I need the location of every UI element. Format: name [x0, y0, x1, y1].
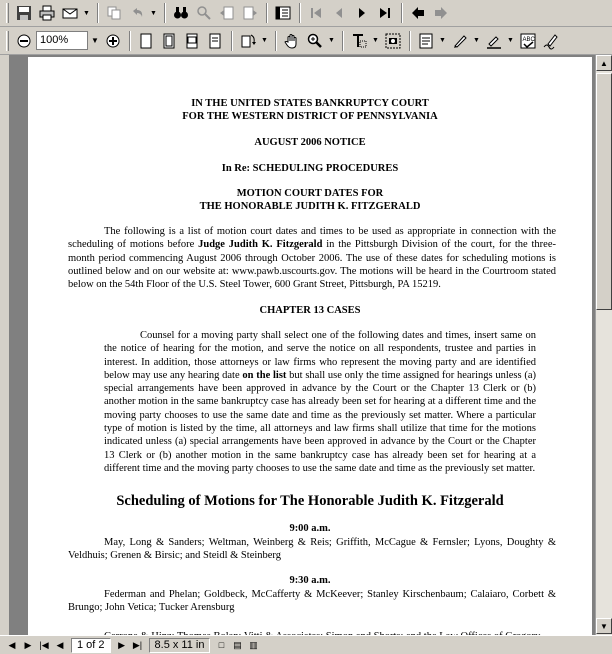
last-page-icon: [377, 5, 393, 21]
last-page-button[interactable]: [374, 2, 396, 24]
toolbar-separator: [342, 31, 344, 51]
navigation-pane-collapsed[interactable]: [0, 55, 10, 635]
highlighter-icon: [486, 33, 502, 49]
previous-view-button[interactable]: [407, 2, 429, 24]
motion-court-title-line2: THE HONORABLE JUDITH K. FITZGERALD: [199, 201, 421, 212]
undo-button[interactable]: [126, 2, 148, 24]
document-page: [28, 57, 592, 647]
spell-check-icon: [520, 33, 536, 49]
scroll-down-arrow-icon: ▼: [600, 621, 608, 631]
page-number-field[interactable]: 1 of 2: [71, 638, 111, 653]
toolbar-separator: [299, 3, 301, 23]
toolbar-separator: [97, 3, 99, 23]
main-toolbar: [0, 0, 612, 27]
fit-width-button[interactable]: [181, 30, 203, 52]
intro-text-end: in the Pittsburgh Division of the court, for the three-month period commencing August 2006 through October 2006. The use of these dates for scheduling motions is outlined below and on our website at: www.pawb.uscourts.gov. The motions will be heard in the Courtroom stated below on the 54th Floor of the U.S. Steel Tower, 600 Grant Street, Pittsburgh, PA 15219.: [68, 239, 556, 291]
counsel-text-end: but shall use only the time assigned for hearings unless (a) special arrangements have been approved in advance by the Court or the Chapter 13 Clerk or (b) another motion in the same bankruptcy case has already been set for hearing at a different time and the moving party chooses to use the same date and time as the previously set matter. Where a particular type of motion is listed by the time, all attorneys and law firms shall utilize that time for the motions indicated unless (a) special arrangements have been approved in advance by the Court or the Chapter 13 Clerk or (b) another motion in the same bankruptcy case has already been set for hearing at a different time and the moving party chooses to use the same date and time as the previously set matter.: [104, 369, 536, 474]
highlight-tool-button[interactable]: [483, 30, 505, 52]
toolbar-grip[interactable]: [6, 31, 9, 51]
facing-layout-button[interactable]: [245, 638, 261, 653]
replace-button[interactable]: [193, 2, 215, 24]
rotate-dropdown[interactable]: ▼: [261, 37, 268, 44]
forward-arrow-icon: [433, 5, 449, 21]
status-bar: [0, 635, 612, 654]
save-icon: [16, 5, 32, 21]
svg-text:ABC: ABC: [522, 36, 535, 43]
sign-pen-icon: [543, 33, 559, 49]
find-button[interactable]: [170, 2, 192, 24]
copy-button[interactable]: [103, 2, 125, 24]
zoom-out-icon: [16, 33, 32, 49]
status-first-page-button[interactable]: [36, 638, 52, 653]
magnifier-icon: [307, 33, 323, 49]
scroll-left-arrow-icon: ◀: [8, 639, 16, 650]
first-page-button[interactable]: [305, 2, 327, 24]
scroll-up-arrow-icon: ▲: [600, 58, 608, 68]
rotate-view-button[interactable]: [237, 30, 259, 52]
binoculars-icon: [173, 5, 189, 21]
court-name-line1: IN THE UNITED STATES BANKRUPTCY COURT: [191, 98, 429, 109]
zoom-level-input[interactable]: 100%: [36, 31, 88, 50]
pencil-icon: [452, 33, 468, 49]
counsel-text-start: Counsel for a moving party shall select one of the following dates and times, insert same on the notice of hearing for the motion, and serve the notice on all respondents, trustee and parties in interest. In addition, those attorneys or law firms who represent the moving party and are identified below may use any hearing date: [104, 330, 536, 381]
toolbar-grip[interactable]: [6, 3, 9, 23]
text-select-tool-button[interactable]: [348, 30, 370, 52]
previous-document-button[interactable]: [216, 2, 238, 24]
bookmarks-panel-icon: [275, 5, 291, 21]
fit-page-icon: [161, 33, 177, 49]
scroll-up-button[interactable]: [596, 55, 612, 71]
zoom-in-icon: [105, 33, 121, 49]
save-button[interactable]: [13, 2, 35, 24]
fit-width-icon: [184, 33, 200, 49]
toolbar-separator: [266, 3, 268, 23]
fit-visible-icon: [207, 33, 223, 49]
counsel-bold-phrase: on the list: [242, 369, 287, 381]
prev-page-small-icon: ◀: [56, 639, 64, 650]
next-page-button[interactable]: [351, 2, 373, 24]
rotate-page-icon: [240, 33, 256, 49]
status-last-page-button[interactable]: [130, 638, 146, 653]
firms-0930: Federman and Phelan; Goldbeck, McCafferty & McKeever; Stanley Kirschenbaum; Calaiaro, Corbett & Brungo; John Vetica; Tucker Arensburg: [68, 589, 556, 614]
spell-check-button[interactable]: [517, 30, 539, 52]
motion-court-title-line1: MOTION COURT DATES FOR: [236, 188, 384, 199]
time-slot-0900: 9:00 a.m.: [289, 523, 331, 534]
toolbar-separator: [231, 31, 233, 51]
first-page-small-icon: |◀: [39, 639, 49, 650]
email-dropdown[interactable]: ▼: [83, 9, 90, 17]
sign-tool-button[interactable]: [540, 30, 562, 52]
next-view-button[interactable]: [430, 2, 452, 24]
printer-icon: [39, 5, 55, 21]
undo-dropdown[interactable]: ▼: [150, 9, 157, 17]
actual-size-icon: [138, 33, 154, 49]
zoom-dropdown[interactable]: ▼: [91, 36, 99, 45]
note-tool-button[interactable]: [415, 30, 437, 52]
email-icon: [62, 5, 78, 21]
counsel-paragraph: [104, 329, 536, 475]
snapshot-tool-button[interactable]: [382, 30, 404, 52]
status-next-page-button[interactable]: [114, 638, 130, 653]
intro-judge-name: Judge Judith K. Fitzgerald: [198, 239, 323, 251]
email-button[interactable]: [59, 2, 81, 24]
single-page-icon: □: [218, 640, 225, 650]
scroll-thumb[interactable]: [596, 73, 612, 310]
snapshot-icon: [385, 33, 401, 49]
notice-title: AUGUST 2006 NOTICE: [254, 137, 366, 148]
highlight-dropdown[interactable]: ▼: [507, 37, 514, 44]
zoom-out-button[interactable]: [13, 30, 35, 52]
continuous-icon: ▤: [233, 639, 242, 650]
find-replace-icon: [196, 5, 212, 21]
hand-icon: [284, 33, 300, 49]
copy-icon: [106, 5, 122, 21]
pencil-tool-button[interactable]: [449, 30, 471, 52]
scroll-right-arrow-icon: ▶: [24, 639, 32, 650]
zoom-in-button[interactable]: [102, 30, 124, 52]
hand-tool-button[interactable]: [281, 30, 303, 52]
scroll-right-button[interactable]: [20, 638, 36, 653]
view-toolbar: [0, 27, 612, 55]
toolbar-separator: [129, 31, 131, 51]
actual-size-button[interactable]: [135, 30, 157, 52]
time-slot-0930: 9:30 a.m.: [289, 575, 331, 586]
document-viewer[interactable]: [0, 55, 612, 635]
fit-visible-button[interactable]: [204, 30, 226, 52]
firms-0900: May, Long & Sanders; Weltman, Weinberg & Reis; Griffith, McCague & Fernsler; Lyons, Doughty & Veldhuis; Grenen & Birsic; and Steidl & Steinberg: [68, 537, 556, 562]
note-dropdown[interactable]: ▼: [439, 37, 446, 44]
toolbar-separator: [164, 3, 166, 23]
back-arrow-icon: [410, 5, 426, 21]
undo-icon: [129, 5, 145, 21]
single-page-layout-button[interactable]: [213, 638, 229, 653]
next-page-icon: [354, 5, 370, 21]
toolbar-separator: [409, 31, 411, 51]
scroll-left-button[interactable]: [4, 638, 20, 653]
toolbar-separator: [401, 3, 403, 23]
scroll-down-button[interactable]: [596, 618, 612, 634]
text-select-icon: [351, 33, 367, 49]
chapter-heading: CHAPTER 13 CASES: [259, 305, 361, 316]
next-doc-icon: [242, 5, 258, 21]
previous-page-icon: [331, 5, 347, 21]
toolbar-separator: [275, 31, 277, 51]
court-name-line2: FOR THE WESTERN DISTRICT OF PENNSYLVANIA: [182, 111, 438, 122]
page-size-field: 8.5 x 11 in: [149, 638, 211, 653]
in-re-title: In Re: SCHEDULING PROCEDURES: [221, 163, 399, 174]
zoom-tool-dropdown[interactable]: ▼: [328, 37, 335, 44]
first-page-icon: [308, 5, 324, 21]
pencil-dropdown[interactable]: ▼: [473, 37, 480, 44]
last-page-small-icon: ▶|: [132, 639, 143, 650]
zoom-tool-button[interactable]: [304, 30, 326, 52]
fit-page-button[interactable]: [158, 30, 180, 52]
intro-paragraph: [68, 225, 556, 291]
previous-page-button[interactable]: [328, 2, 350, 24]
next-document-button[interactable]: [239, 2, 261, 24]
intro-text-start: The following is a list of motion court dates and times to be used as appropriate in connection with the scheduling of motions before: [68, 226, 556, 251]
bookmarks-button[interactable]: [272, 2, 294, 24]
vertical-scrollbar[interactable]: [595, 55, 612, 635]
prev-doc-icon: [219, 5, 235, 21]
facing-pages-icon: ▥: [249, 639, 258, 650]
continuous-layout-button[interactable]: [229, 638, 245, 653]
scheduling-heading: Scheduling of Motions for The Honorable Judith K. Fitzgerald: [116, 493, 504, 509]
status-prev-page-button[interactable]: [52, 638, 68, 653]
note-icon: [418, 33, 434, 49]
print-button[interactable]: [36, 2, 58, 24]
text-select-dropdown[interactable]: ▼: [372, 37, 379, 44]
next-page-small-icon: ▶: [118, 639, 125, 650]
